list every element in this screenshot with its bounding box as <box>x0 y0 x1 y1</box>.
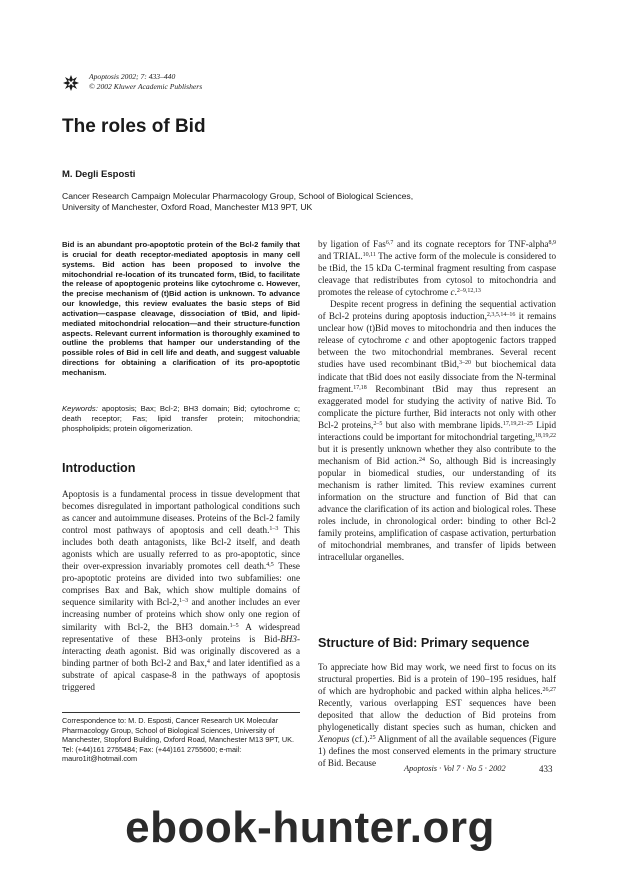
introduction-paragraph: Apoptosis is a fundamental process in tissue development that becomes disregulated in important pathological conditions such as cancer and autoimmune diseases. Proteins of the Bcl-2 family control most pathways of apoptosis and cell death.$^{1-3}$ This includes both death antagonists, like Bcl-2 itself, and death agonists which are usually referred to as pro-apoptotic, since their over-expression invariably promotes cell death.$^{4,5}$ These pro-apoptotic proteins are divided into two subfamilies: one comprises Bax and Bak, which show multiple domains of sequence similarity with Bcl-2,$^{1-3}$ and another includes an ever increasing number of proteins which show only one region of similarity with Bcl-2, the BH3 domain.$^{1-5}$ A widespread representative of these BH3-only proteins is Bid-BH3-interacting death agonist. Bid was originally discovered as a binding partner of both Bcl-2 and Bax,$^4$ and later identified as a substrate of apical caspase-8 in the pathways of apoptosis triggered <box>62 489 301 692</box>
citation: 2–9,12,13 <box>456 288 481 295</box>
citation: 17,18 <box>353 384 367 391</box>
abstract: Bid is an abundant pro-apoptotic protein of the Bcl-2 family that is crucial for death receptor-mediated apoptosis in many cell systems. Bid action has been proposed to involve the mitochondrial re-location of its truncated form, tBid, to facilitate the release of apoptogenic proteins like cytochrome c. However, the precise mechanism of (t)Bid action is unknown. To advance our knowledge, this review evaluates the basic steps of Bid activation—caspase cleavage, dissociation of tBid, and lipid-mediated mitochondrial relocation—and their structure-function aspects. Relevant current information is thoroughly examined to outline the problems that hamper our understanding of the possible roles of Bid in cell life and death, and suggest valuable directions for obtaining a clarification of its pro-apoptotic mechanism. <box>62 240 300 377</box>
keywords-label: Keywords: <box>62 404 98 413</box>
citation: 2–5 <box>373 420 383 427</box>
author-name: M. Degli Esposti <box>62 169 136 180</box>
right-column-text <box>318 238 556 563</box>
author-affiliation <box>62 191 502 213</box>
citation: 3–20 <box>458 360 471 367</box>
citation: 25 <box>369 735 376 742</box>
citation: 6,7 <box>385 240 394 246</box>
citation: 1–3 <box>179 598 189 605</box>
journal-citation: Apoptosis 2002; 7: 433–440 <box>89 72 176 81</box>
citation: 18,19,22 <box>535 432 556 439</box>
journal-footer: Apoptosis · Vol 7 · No 5 · 2002 <box>404 764 506 773</box>
citation: 1–5 <box>229 622 239 629</box>
publisher-logo-icon <box>62 74 80 92</box>
citation: 10,11 <box>362 252 376 259</box>
introduction-heading: Introduction <box>62 461 136 475</box>
citation: 17,19,21–25 <box>502 420 533 427</box>
article-title: The roles of Bid <box>62 116 206 137</box>
keywords-list: apoptosis; Bax; Bcl-2; BH3 domain; Bid; cytochrome c; death receptor; Fas; lipid transfer protein; mitochondria; phospholipids; protein oligomerization. <box>62 404 301 433</box>
citation: 26,27 <box>542 687 556 694</box>
page-number: 433 <box>539 764 553 774</box>
citation: 2,3,5,14–16 <box>486 312 516 319</box>
paragraph-1: by ligation of Fas$^{6,7}$ and its cognate receptors for TNF-alpha$^{8,9}$ and TRIAL.$^{10,11}$ The active form of the molecule is considered to be tBid, the 15 kDa C-terminal fragment resulting from caspase cleavage that redistributes from cytosol to mitochondria and promotes the release of cytochrome c.$^{2-9,12,13}$ <box>318 239 557 298</box>
affiliation-line-1: Cancer Research Campaign Molecular Pharmacology Group, School of Biological Sciences, <box>62 191 414 201</box>
introduction-text <box>62 488 300 693</box>
journal-header <box>89 72 202 92</box>
watermark: ebook-hunter.org <box>125 803 495 852</box>
citation: 8,9 <box>548 240 556 246</box>
paragraph-2: Despite recent progress in defining the sequential activation of Bcl-2 proteins during apoptosis induction,$^{2,3,5,14-16}$ it remains unclear how (t)Bid moves to mitochondria and then induces the release of cytochrome c and other apoptogenic factors trapped between the two mitochondrial membranes. Several recent studies have used recombinant tBid,$^{3-20}$ but biochemical data indicate that tBid does not easily dissociate from the N-terminal fragment.$^{17,18}$ Recombinant tBid may thus represent an exaggerated model for studying the activity of native Bid. To complicate the picture further, Bid interacts not only with other Bcl-2 proteins,$^{2-5}$ but also with membrane lipids.$^{17,19,21-25}$ Lipid interactions could be important for mitochondrial targeting,$^{18,19,22}$ but it is presently unknown whether they also contribute to the mechanism of Bid action.$^{24}$ So, although Bid is increasingly popular in biomedical studies, our understanding of its mechanism is rather limited. This review examines current information on the structure and function of Bid that can advance the clarification of its action and biological roles. These roles include, in chronological order: binding to other Bcl-2 family proteins, amplification of caspase activation, perturbation of mitochondrial membranes, and transfer of lipids between intracellular organelles. <box>318 299 557 563</box>
copyright-notice: © 2002 Kluwer Academic Publishers <box>89 82 203 91</box>
correspondence-footnote: Correspondence to: M. D. Esposti, Cancer Research UK Molecular Pharmacology Group, School of Biological Sciences, University of Manchester, Stopford Building, Oxford Road, Manchester M13 9PT, UK. Tel: (+44)161 2755484; Fax: (+44)161 2755600; e-mail: mauro1it@hotmail.com <box>62 716 294 764</box>
citation: 4,5 <box>266 562 274 569</box>
structure-heading: Structure of Bid: Primary sequence <box>318 636 530 650</box>
citation: 4 <box>206 658 210 665</box>
structure-paragraph: To appreciate how Bid may work, we need first to focus on its structural properties. Bid is a protein of 190–195 residues, half of which are hydrophobic and packed within alpha helices.$^{26,27}$ Recently, various overlapping EST sequences have been deposited that allow the deduction of Bid proteins from phylogenetically distant species such as human, chicken and Xenopus (cf.).$^{25}$ Alignment of all the available sequences (Figure 1) defines the most conserved elements in the primary structure of Bid. Because <box>318 662 556 769</box>
citation: 1–3 <box>269 526 279 533</box>
keywords <box>62 404 300 434</box>
citation: 24 <box>418 456 425 463</box>
footnote-divider <box>62 712 300 713</box>
affiliation-line-2: University of Manchester, Oxford Road, Manchester M13 9PT, UK <box>62 201 313 212</box>
structure-text <box>318 661 556 769</box>
